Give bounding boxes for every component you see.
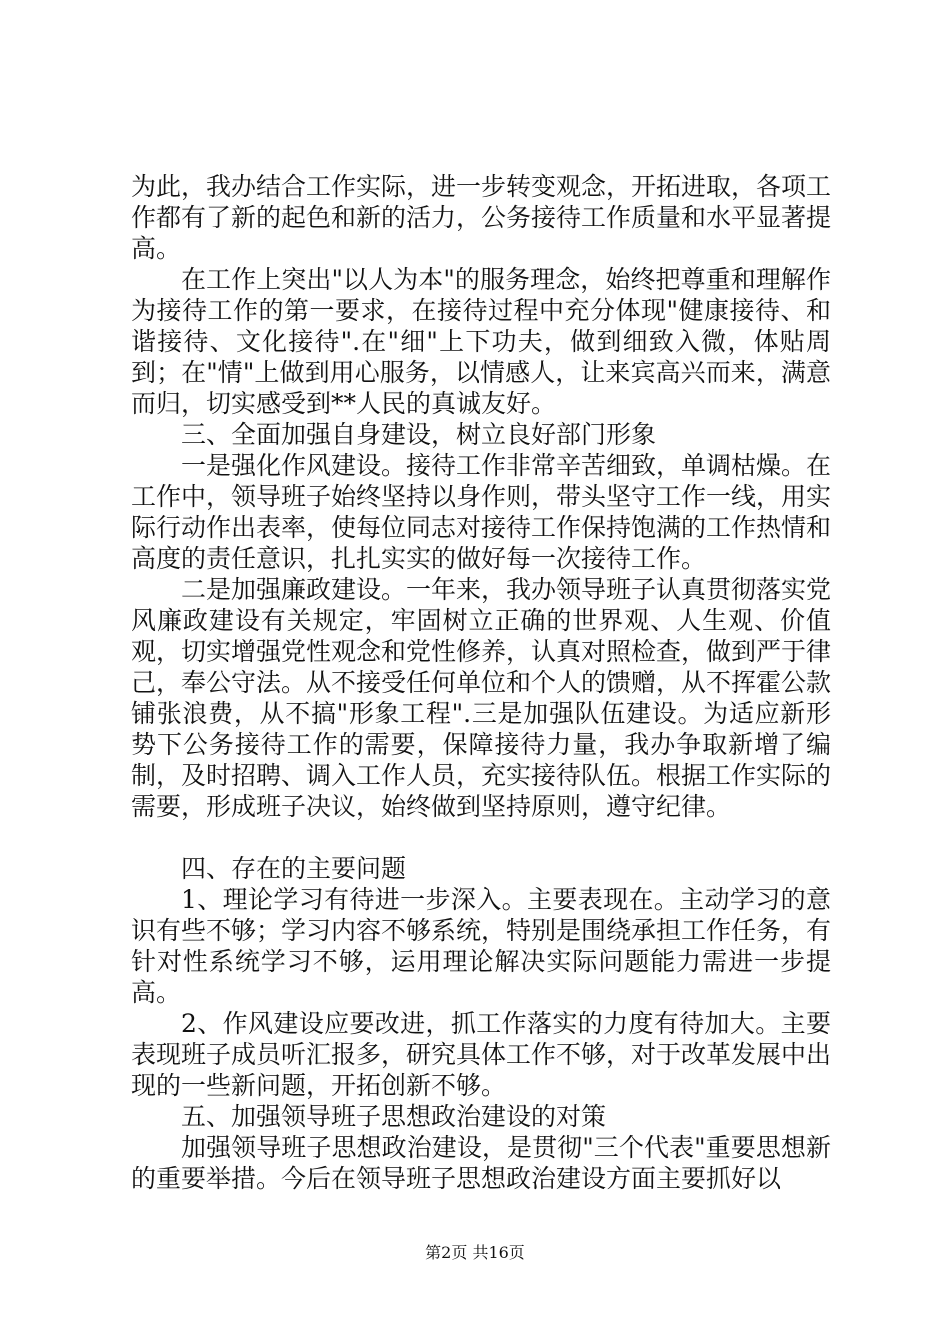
section-heading-5: 五、加强领导班子思想政治建设的对策 — [181, 1102, 607, 1131]
paragraph-8: 2、作风建设应要改进，抓工作落实的力度有待加大。主要表现班子成员听汇报多，研究具体工作不够，对于改革发展中出现的一些新问题，开拓创新不够。 — [131, 1009, 832, 1100]
section-heading-4: 四、存在的主要问题 — [181, 854, 407, 883]
paragraph-5: 二是加强廉政建设。一年来，我办领导班子认真贯彻落实党风廉政建设有关规定，牢固树立正确的世界观、人生观、价值观，切实增强党性观念和党性修养，认真对照检查，做到严于律己，奉公守法。从不接受任何单位和个人的馈赠，从不挥霍公款铺张浪费，从不搞"形象工程".三是加强队伍建设。为适应新形势下公务接待工作的需要，保障接待力量，我办争取新增了编制，及时招聘、调入工作人员，充实接待队伍。根据工作实际的需要，形成班子决议，始终做到坚持原则，遵守纪律。 — [131, 575, 832, 821]
section-heading-3: 三、全面加强自身建设，树立良好部门形象 — [181, 420, 657, 449]
page-number-footer: 第2页 共16页 — [425, 1243, 525, 1262]
paragraph-7: 1、理论学习有待进一步深入。主要表现在。主动学习的意识有些不够；学习内容不够系统，特别是围绕承担工作任务，有针对性系统学习不够，运用理论解决实际问题能力需进一步提高。 — [131, 885, 832, 1007]
paragraph-10: 加强领导班子思想政治建设，是贯彻"三个代表"重要思想新的重要举措。今后在领导班子思想政治建设方面主要抓好以 — [131, 1133, 831, 1193]
document-body — [131, 171, 831, 1194]
paragraph-2: 在工作上突出"以人为本"的服务理念，始终把尊重和理解作为接待工作的第一要求，在接待过程中充分体现"健康接待、和谐接待、文化接待".在"细"上下功夫，做到细致入微，体贴周到；在"情"上做到用心服务，以情感人，让来宾高兴而来，满意而归，切实感受到**人民的真诚友好。 — [131, 265, 831, 418]
paragraph-1: 为此，我办结合工作实际，进一步转变观念，开拓进取，各项工作都有了新的起色和新的活力，公务接待工作质量和水平显著提高。 — [131, 172, 832, 263]
paragraph-4: 一是强化作风建设。接待工作非常辛苦细致，单调枯燥。在工作中，领导班子始终坚持以身作则，带头坚守工作一线，用实际行动作出表率，使每位同志对接待工作保持饱满的工作热情和高度的责任意识，扎扎实实的做好每一次接待工作。 — [131, 451, 832, 573]
